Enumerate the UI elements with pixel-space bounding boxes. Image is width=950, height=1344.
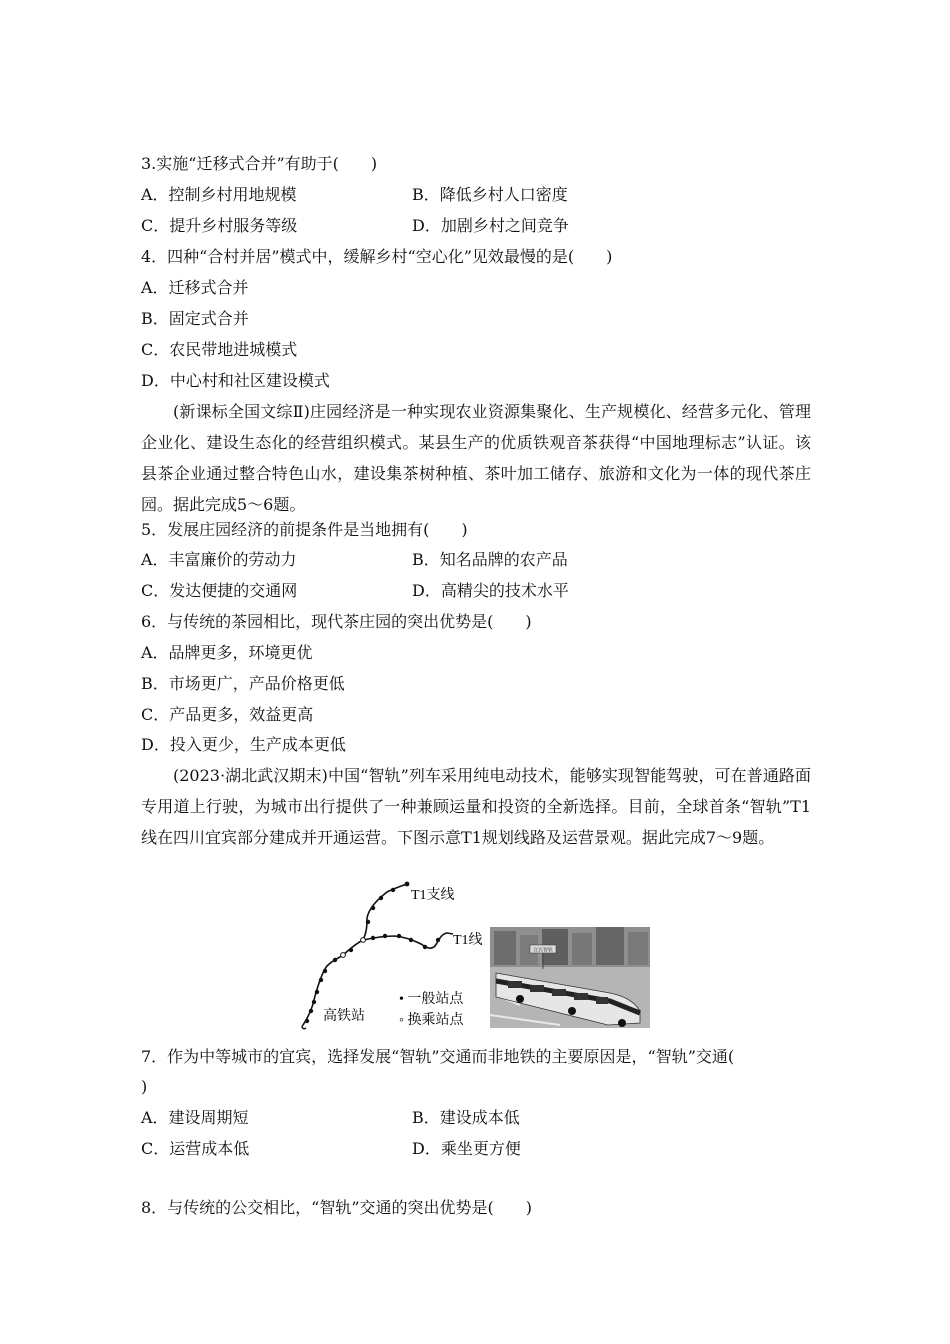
q6-option-d: D．投入更少，生产成本更低: [141, 735, 346, 754]
q4-option-d: D．中心村和社区建设模式: [141, 371, 330, 390]
q5-stem: 5．发展庄园经济的前提条件是当地拥有( ): [141, 520, 468, 539]
q7-option-c: C．运营成本低: [141, 1139, 250, 1158]
q6-option-c: C．产品更多，效益更高: [141, 705, 314, 724]
q4-option-c: C．农民带地进城模式: [141, 340, 298, 359]
passage-7-9-text: (2023·湖北武汉期末)中国“智轨”列车采用纯电动技术，能够实现智能驾驶，可在普通路面专用道上行驶，为城市出行提供了一种兼顾运量和投资的全新选择。目前，全球首条“智轨”T1线在四川宜宾部分建成并开通运营。下图示意T1规划线路及运营景观。据此完成7～9题。: [141, 766, 811, 847]
q7-option-a: A．建设周期短: [141, 1108, 249, 1127]
q6-stem: 6．与传统的茶园相比，现代茶庄园的突出优势是( ): [141, 612, 532, 631]
q3-option-b: B．降低乡村人口密度: [412, 185, 568, 204]
legend-transfer-station: ◦ 换乘站点: [399, 1013, 464, 1028]
q5-option-d: D．高精尖的技术水平: [412, 581, 569, 600]
label-t1-branch: T1支线: [411, 888, 455, 903]
q4-option-b: B．固定式合并: [141, 309, 249, 328]
q6-option-b: B．市场更广，产品价格更低: [141, 674, 345, 693]
q7-stem-line1: 7．作为中等城市的宜宾，选择发展“智轨”交通而非地铁的主要原因是，“智轨”交通(: [141, 1047, 735, 1066]
q5-option-c: C．发达便捷的交通网: [141, 581, 298, 600]
passage-7-9: [141, 760, 811, 853]
train-photo: [490, 927, 650, 1028]
q3-option-a: A．控制乡村用地规模: [141, 185, 297, 204]
q6-option-a: A．品牌更多，环境更优: [141, 643, 313, 662]
q7-stem-line2: ): [141, 1077, 148, 1096]
t1-branch-line: [363, 884, 407, 940]
legend-general-station: • 一般站点: [399, 992, 464, 1007]
q5-option-a: A．丰富廉价的劳动力: [141, 550, 297, 569]
q3-option-c: C．提升乡村服务等级: [141, 216, 298, 235]
q7-option-b: B．建设成本低: [412, 1108, 520, 1127]
q3-stem: 3.实施“迁移式合并”有助于( ): [141, 154, 378, 173]
q4-stem: 4．四种“合村并居”模式中，缓解乡村“空心化”见效最慢的是( ): [141, 247, 613, 266]
passage-5-6: [141, 396, 811, 520]
passage-5-6-text: (新课标全国文综Ⅱ)庄园经济是一种实现农业资源集聚化、生产规模化、经营多元化、管理企业化、建设生态化的经营组织模式。某县生产的优质铁观音茶获得“中国地理标志”认证。该县茶企业通过整合特色山水，建设集茶树种植、茶叶加工储存、旅游和文化为一体的现代茶庄园。据此完成5～6题。: [141, 402, 811, 514]
photo-sign: 宜宾智轨: [532, 947, 554, 954]
q4-option-a: A．迁移式合并: [141, 278, 249, 297]
label-high-speed-station: 高铁站: [323, 1009, 365, 1024]
q8-stem: 8．与传统的公交相比，“智轨”交通的突出优势是( ): [141, 1198, 533, 1217]
t1-route-hook: [302, 1025, 306, 1029]
q5-option-b: B．知名品牌的农产品: [412, 550, 568, 569]
q3-option-d: D．加剧乡村之间竞争: [412, 216, 569, 235]
q7-option-d: D．乘坐更方便: [412, 1139, 521, 1158]
label-t1-main: T1线: [453, 933, 483, 948]
